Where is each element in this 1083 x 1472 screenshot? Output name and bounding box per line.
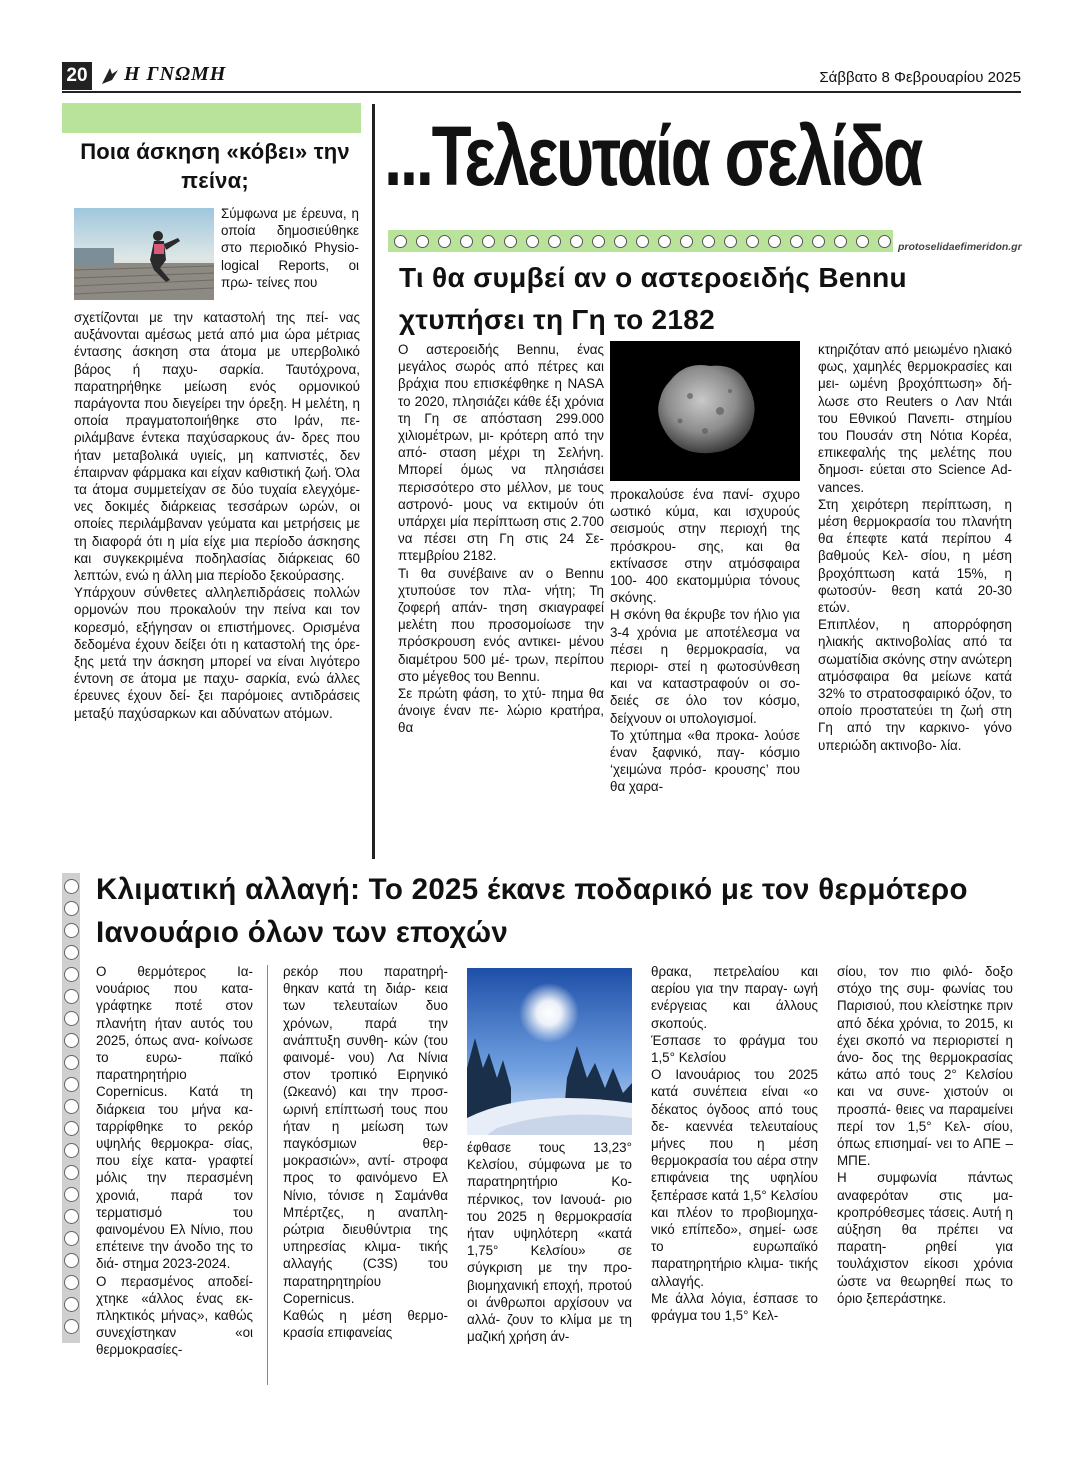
- decorative-dot: [64, 1033, 79, 1048]
- decorative-dot: [834, 235, 847, 248]
- decorative-dot: [64, 1275, 79, 1290]
- decorative-dot: [64, 1231, 79, 1246]
- article-column-3: [467, 1139, 632, 1345]
- paragraph: Ο περασμένος αποδεί- χτηκε «άλλος ένας εκ- πληκτικός μήνας», καθώς συνεχίστηκαν «οι θερμοκρασίες-: [96, 1273, 253, 1358]
- article-body-main: [74, 309, 360, 722]
- decorative-dot: [790, 235, 803, 248]
- paragraph: έφθασε τους 13,23° Κελσίου, σύμφωνα με το παρατηρητήριο Κο- πέρνικος, τον Ιανουά- ριο του 2025 η θερμοκρασία ήταν υψηλότερη «κατά 1,75° Κελσίου» σε σύγκριση με την προ- βιομηχανική εποχή, προτού οι άνθρωποι αρχίσουν να αλλά- ζουν το κλίμα με τη μαζική χρήση άν-: [467, 1140, 632, 1345]
- decorative-dot: [460, 235, 473, 248]
- column-rule: [267, 965, 268, 1385]
- decorative-dot: [64, 1297, 79, 1312]
- paragraph: Με άλλα λόγια, έσπασε το φράγμα του 1,5° Κελ-: [651, 1290, 818, 1324]
- decorative-dot: [548, 235, 561, 248]
- paragraph: Ο Ιανουάριος του 2025 κατά συνέπεια είναι «ο δέκατος όγδοος από τους δε- καεννέα τελευταίους μήνες που η μέση θερμοκρασία του αέρα στην επιφάνεια της υφηλίου ξεπέρασε κατά 1,5° Κελσίου και πλέον το προβιομηχα- νικό επίπεδο», σημεί- ωσε το ευρωπαϊκό παρατηρητήριο κλιμα- τικής αλλαγής.: [651, 1067, 818, 1289]
- section-color-band: [62, 103, 361, 133]
- decorative-dot: [64, 989, 79, 1004]
- article-column-5: [837, 963, 1013, 1307]
- decorative-dot: [64, 1165, 79, 1180]
- decorative-dot: [416, 235, 429, 248]
- decorative-dot: [64, 1187, 79, 1202]
- decorative-dot: [64, 1099, 79, 1114]
- decorative-dot: [438, 235, 451, 248]
- asteroid-bennu-photo: [610, 341, 800, 481]
- decorative-dot: [746, 235, 759, 248]
- paper-logo: Η ΓΝΩΜΗ: [124, 63, 227, 85]
- paragraph: Το χτύπημα «θα προκα- λούσε έναν ξαφνικό, παγ- κόσμιο ‘χειμώνα πρόσ- κρουσης’ που θα χαρα-: [610, 727, 800, 795]
- decorative-dot: [64, 879, 79, 894]
- paragraph: θρακα, πετρελαίου και αερίου για την παραγ- ωγή ενέργειας και άλλους σκοπούς.: [651, 964, 818, 1031]
- decorative-dot: [394, 235, 407, 248]
- paragraph: Η συμφωνία πάντως αναφερόταν στις μα- κροπρόθεσμες τάσεις. Αυτή η αύξηση θα πρέπει να παρατη- ρηθεί για τουλάχιστον είκοσι χρόνια ώστε να θεωρηθεί πως το όριο ξεπεράστηκε.: [837, 1170, 1013, 1306]
- decorative-dot: [64, 1209, 79, 1224]
- source-credit: protoselidaefimeridon.gr: [898, 241, 1022, 253]
- paragraph: ρεκόρ που παρατηρή- θηκαν κατά τη διάρ- κεια των τελευταίων δυο χρόνων, παρά την ανάπτυξη συνθη- κών (του φαινομέ- νου) Λα Νίνια στον τροπικό Ειρηνικό (Ωκεανό) και την προσ- ωρινή επίπτωσή τους που ήταν η μείωση των παγκόσμιων θερ- μοκρασιών», αντί- στροφα προς το φαινόμενο Ελ Νίνιο, τόνισε η Σαμάνθα Μπέρτζες, η αναπλη- ρώτρια διευθύντρια της υπηρεσίας κλιμα- τικής αλλαγής (C3S) του παρατηρητηρίου Copernicus.: [283, 964, 448, 1306]
- paragraph: σχετίζονται με την καταστολή της πεί- νας αυξάνονται αμέσως μετά από μια ώρα μέτριας έντασης άσκηση στα άτομα με υπερβολικό βάρος ή παχυ- σαρκία. Ταυτόχρονα, παρατηρήθηκε μείωση ενός ορμονικού παράγοντα που διεγείρει την όρεξη. Η μελέτη, η οποία πραγματοποιήθηκε στο Ιράν, πε- ριλάμβανε έντεκα παχύσαρκους άν- δρες που ήταν μεταβολικά υγιείς, μη καπνιστές, δεν έπαιρναν φάρμακα και είχαν καθιστική ζωή. Όλα τα άτομα συμμετείχαν σε δύο τυχαία ελεγχόμε- νες δοκιμές διάρκειας τεσσάρων ωρών, οι οποίες περιλάμβαναν γεύματα και μετρήσεις με τη διαφορά ότι η μία είχε μια περίοδο άσκησης και συγκεκριμένα ποδηλασίας διάρκειας 60 λεπτών, ενώ η άλλη μια περίοδο ξεκούρασης.: [74, 310, 360, 584]
- decorative-dot: [64, 1143, 79, 1158]
- subheading: Έσπασε το φράγμα του 1,5° Κελσίου: [651, 1032, 818, 1066]
- paragraph: Καθώς η μέση θερμο- κρασία επιφανείας: [283, 1308, 448, 1341]
- issue-date: Σάββατο 8 Φεβρουαρίου 2025: [819, 69, 1021, 86]
- paragraph: Υπάρχουν σύνθετες αλληλεπιδράσεις πολλών ορμονών που προκαλούν την πείνα και τον κορεσμό, εξήγησαν οι επιστήμονες. Ορισμένα δεδομένα έχουν δείξει ότι η καταστολή της όρε- ξης μετά την άσκηση μπορεί να είναι λιγότερο έντονη σε άτομα με παχυ- σαρκία, ενώ άλλες έρευνες έχουν δεί- ξει παρόμοιες αντιδράσεις μεταξύ παχύσαρκων και αδύνατων ατόμων.: [74, 585, 360, 721]
- decorative-dot: [702, 235, 715, 248]
- article-title: Ποια άσκηση «κόβει» την πείνα;: [80, 139, 350, 193]
- decorative-dot: [878, 235, 891, 248]
- decorative-dot: [64, 1077, 79, 1092]
- woman-exercising-photo: [74, 208, 214, 300]
- dotted-band: [388, 230, 893, 252]
- decorative-dot: [64, 1319, 79, 1334]
- paragraph: κτηριζόταν από μειωμένο ηλιακό φως, χαμηλές θερμοκρασίες και μει- ωμένη βροχόπτωση» δή- λωσε στο Reuters ο Λαν Ντάι του Εθνικού Πανεπι- στημίου του Πουσάν στη Νότια Κορέα, επικεφαλής της μελέτης που δημοσι- εύεται στο Science Ad- vances.: [818, 342, 1012, 495]
- decorative-dot: [64, 967, 79, 982]
- decorative-dot: [768, 235, 781, 248]
- decorative-dot: [812, 235, 825, 248]
- paragraph: Σε πρώτη φάση, το χτύ- πημα θα άνοιγε έναν πε- λώριο κρατήρα, θα: [398, 686, 604, 736]
- header-rule: [62, 91, 1021, 93]
- section-banner: ...Τελευταία σελίδα: [384, 109, 922, 203]
- paragraph: Στη χειρότερη περίπτωση, η μέση θερμοκρασία του πλανήτη θα έπεφτε κατά περίπου 4 βαθμούς Κελ- σίου, η μέση βροχόπτωση κατά 15%, η φωτοσύν- θεση κατά 20-30 ετών.: [818, 496, 1012, 616]
- decorative-dot: [680, 235, 693, 248]
- article-title: Τι θα συμβεί αν ο αστεροειδής Bennu χτυπήσει τη Γη το 2182: [399, 262, 907, 335]
- decorative-dot: [64, 923, 79, 938]
- paragraph-intro: Σύμφωνα με έρευνα, η οποία δημοσιεύθηκε στο περιοδικό Physio- logical Reports, οι πρω- τείνες που: [221, 206, 359, 290]
- paragraph: σίου, τον πιο φιλό- δοξο στόχο της συμ- φωνίας του Παρισιού, που κλείστηκε πριν από δέκα χρόνια, το 2015, κι έχει σκοπό να περιοριστεί η άνο- δος της θερμοκρασίας κάτω από τους 2° Κελσίου και να συνε- χιστούν οι προσπά- θειες να παραμείνει περί τον 1,5° Κελ- σίου, όπως επισημαί- νει το ΑΠΕ – ΜΠΕ.: [837, 964, 1013, 1169]
- page-number: 20: [62, 62, 92, 90]
- decorative-dot: [658, 235, 671, 248]
- article-title: Κλιματική αλλαγή: Το 2025 έκανε ποδαρικό με τον θερμότερο Ιανουάριο όλων των εποχών: [96, 873, 968, 949]
- decorative-dot: [570, 235, 583, 248]
- dotted-side-band: [62, 873, 80, 1343]
- decorative-dot: [64, 1055, 79, 1070]
- article-column-2: [283, 963, 448, 1341]
- paragraph: Επιπλέον, η απορρόφηση ηλιακής ακτινοβολίας από τα σωματίδια σκόνης στην ανώτερη ατμόσφαιρα θα μείωνε κατά 32% το στρατοσφαιρικό όζον, το οποίο προστατεύει τη ζωή στη Γη από την καρκινο- γόνο υπεριώδη ακτινοβο- λία.: [818, 617, 1012, 753]
- decorative-dot: [64, 1253, 79, 1268]
- paragraph: Η σκόνη θα έκρυβε τον ήλιο για 3-4 χρόνια με αποτέλεσμα να πέσει η θερμοκρασία, να περιορι- στεί η φωτοσύνθεση και να καταστραφούν οι σο- δειές σε όλο τον κόσμο, δείχνουν οι υπολογισμοί.: [610, 607, 800, 726]
- article-column-1: [398, 341, 604, 737]
- paragraph: Τι θα συνέβαινε αν ο Bennu χτυπούσε τον πλα- νήτη; Τη ζοφερή απάν- τηση σκιαγραφεί μελέτη που προσομοίωσε την πρόσκρουση ενός αντικει- μένου διαμέτρου 500 μέ- τρων, περίπου στο μέγεθος του Bennu.: [398, 565, 604, 684]
- decorative-dot: [482, 235, 495, 248]
- decorative-dot: [856, 235, 869, 248]
- article-column-2: [610, 486, 800, 796]
- column-rule: [372, 104, 375, 859]
- article-column-1: [96, 963, 253, 1359]
- snowy-forest-sun-photo: [467, 968, 632, 1135]
- decorative-dot: [64, 945, 79, 960]
- decorative-dot: [614, 235, 627, 248]
- article-column-4: [651, 963, 818, 1324]
- paragraph: Ο θερμότερος Ια- νουάριος που κατα- γράφτηκε ποτέ στον πλανήτη ήταν αυτός του 2025, όπως ανα- κοίνωσε το ευρω- παϊκό παρατηρητήριο Copernicus. Κατά τη διάρκεια του μήνα κα- ταρρίφθηκε το ρεκόρ υψηλής θερμοκρα- σίας, που είχε κατα- γραφτεί μόλις την περασμένη χρονιά, παρά τον τερματισμό του φαινομένου Ελ Νίνιο, που επέτεινε την άνοδο της το διά- στημα 2023-2024.: [96, 964, 253, 1272]
- decorative-dot: [636, 235, 649, 248]
- article-body-wrap: [221, 205, 359, 291]
- logo-bird-icon: [100, 64, 120, 93]
- decorative-dot: [64, 1011, 79, 1026]
- decorative-dot: [526, 235, 539, 248]
- decorative-dot: [504, 235, 517, 248]
- decorative-dot: [64, 1121, 79, 1136]
- decorative-dot: [64, 901, 79, 916]
- decorative-dot: [592, 235, 605, 248]
- paragraph: Ο αστεροειδής Bennu, ένας μεγάλος σωρός από πέτρες και βράχια που επισκέφθηκε η NASA το 2020, πλησιάζει κάθε έξι χρόνια τη Γη σε απόσταση 299.000 χιλιομέτρων, μι- κρότερη από την από- σταση μέχρι τη Σελήνη. Μπορεί όμως να πλησιάσει περισσότερο στο μέλλον, με τους αστρονό- μους να εκτιμούν ότι υπάρχει μία περίπτωση στις 2.700 να πέσει στη Γη στις 24 Σε- πτεμβρίου 2182.: [398, 342, 604, 564]
- paragraph: προκαλούσε ένα πανί- σχυρο ωστικό κύμα, και ισχυρούς σεισμούς στην περιοχή της πρόσκρου- σης, και θα εκτίνασσε στην ατμόσφαιρα 100- 400 εκατομμύρια τόνους σκόνης.: [610, 487, 800, 606]
- decorative-dot: [724, 235, 737, 248]
- article-column-3: [818, 341, 1012, 754]
